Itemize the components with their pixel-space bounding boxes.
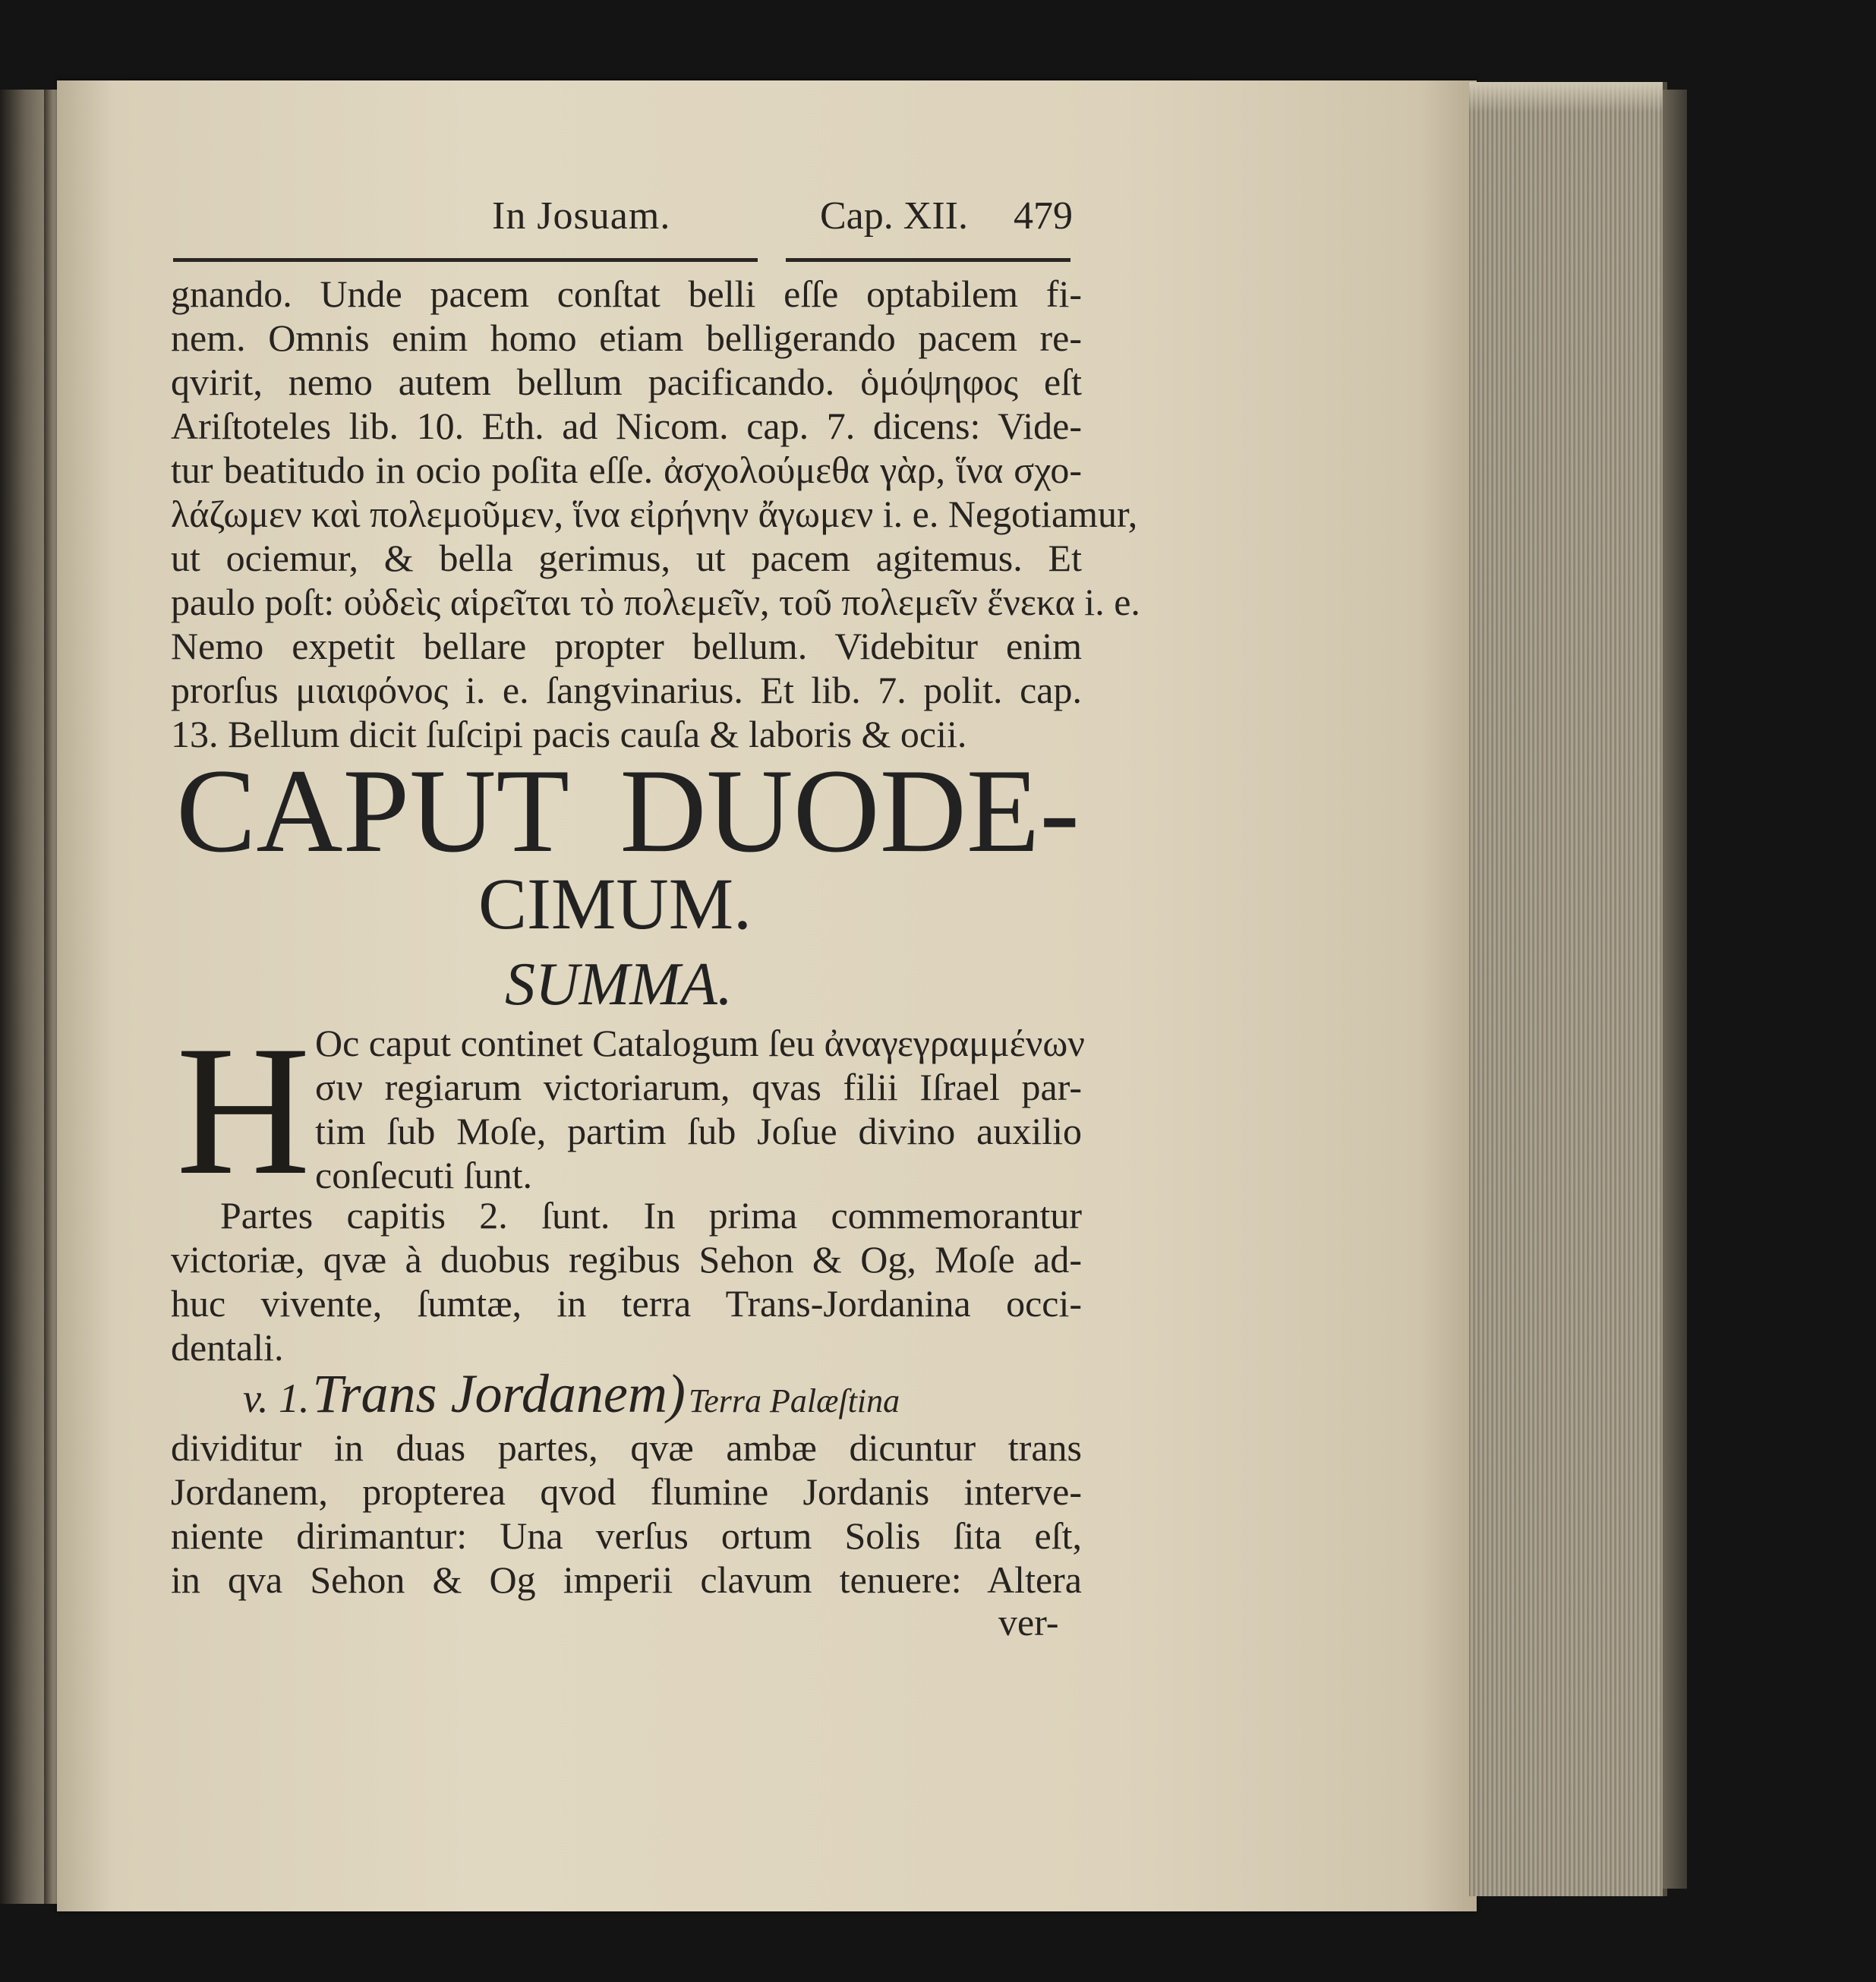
summa-heading: SUMMA. (505, 951, 733, 1018)
text-line: Oc caput continet Catalogum ſeu ἀναγεγραμμένων (315, 1022, 1085, 1064)
text-line: dentali. (171, 1326, 284, 1369)
text-line: qvirit, nemo autem bellum pacificando. ὁμόψηφος eſt (171, 361, 1082, 403)
verse-lemma: Trans Jordanem) (312, 1363, 686, 1424)
text-line: ut ociemur, & bella gerimus, ut pacem agitemus. Et (171, 537, 1082, 579)
text-line: σιν regiarum victoriarum, qvas filii Iſrael par- (315, 1066, 1082, 1108)
text-line: in qva Sehon & Og imperii clavum tenuere: Altera (171, 1558, 1082, 1601)
header-rule-right (786, 258, 1070, 262)
text-line: niente dirimantur: Una verſus ortum Solis ſita eſt, (171, 1514, 1082, 1557)
page-block-edges (1469, 82, 1667, 1896)
verse-reference: v. 1. (243, 1375, 310, 1421)
drop-cap: H (176, 1007, 311, 1213)
text-line: Nemo expetit bellare propter bellum. Videbitur enim (171, 625, 1082, 667)
running-title: In Josuam. (492, 194, 671, 238)
text-line: prorſus μιαιφόνος i. e. ſangvinarius. Et lib. 7. polit. cap. (171, 669, 1082, 711)
text-line: Ariſtoteles lib. 10. Eth. ad Nicom. cap. 7. dicens: Vide- (171, 405, 1082, 447)
chapter-heading-continued: CIMUM. (478, 863, 752, 944)
text-line: 13. Bellum dicit ſuſcipi pacis cauſa & laboris & ocii. (171, 713, 967, 755)
text-line: nem. Omnis enim homo etiam belligerando pacem re- (171, 317, 1082, 359)
text-line: paulo poſt: οὐδεὶς αἱρεῖται τὸ πολεμεῖν, τοῦ πολεμεῖν ἕνεκα i. e. (171, 581, 1140, 623)
text-line: dividitur in duas partes, qvæ ambæ dicuntur trans (171, 1426, 1082, 1469)
text-line: Jordanem, propterea qvod flumine Jordanis interve- (171, 1470, 1082, 1513)
page-number: 479 (1014, 194, 1073, 238)
text-line: gnando. Unde pacem conſtat belli eſſe optabilem fi- (171, 273, 1082, 315)
chapter-label: Cap. XII. (820, 194, 968, 238)
text-line: λάζωμεν καὶ πολεμοῦμεν, ἵνα εἰρήνην ἄγωμεν i. e. Negotiamur, (171, 493, 1138, 535)
book-cover-edge (1663, 90, 1687, 1889)
verse-lemma-line (243, 1363, 1082, 1426)
text-line: tim ſub Moſe, partim ſub Joſue divino auxilio (315, 1110, 1082, 1152)
text-line: Partes capitis 2. ſunt. In prima commemorantur (220, 1194, 1082, 1237)
text-line: conſecuti ſunt. (315, 1154, 533, 1196)
catchword: ver- (998, 1601, 1059, 1643)
page-block-highlight (1469, 82, 1663, 112)
verse-gloss: Terra Palæſtina (688, 1382, 900, 1420)
chapter-heading: CAPUT DUODE- (176, 745, 1080, 878)
text-line: huc vivente, ſumtæ, in terra Trans-Jordanina occi- (171, 1282, 1082, 1325)
header-rule-left (173, 258, 758, 262)
text-line: tur beatitudo in ocio poſita eſſe. ἀσχολούμεθα γὰρ, ἵνα σχο- (171, 449, 1082, 491)
text-line: victoriæ, qvæ à duobus regibus Sehon & Og, Moſe ad- (171, 1238, 1082, 1281)
facing-page-edge (0, 90, 47, 1904)
